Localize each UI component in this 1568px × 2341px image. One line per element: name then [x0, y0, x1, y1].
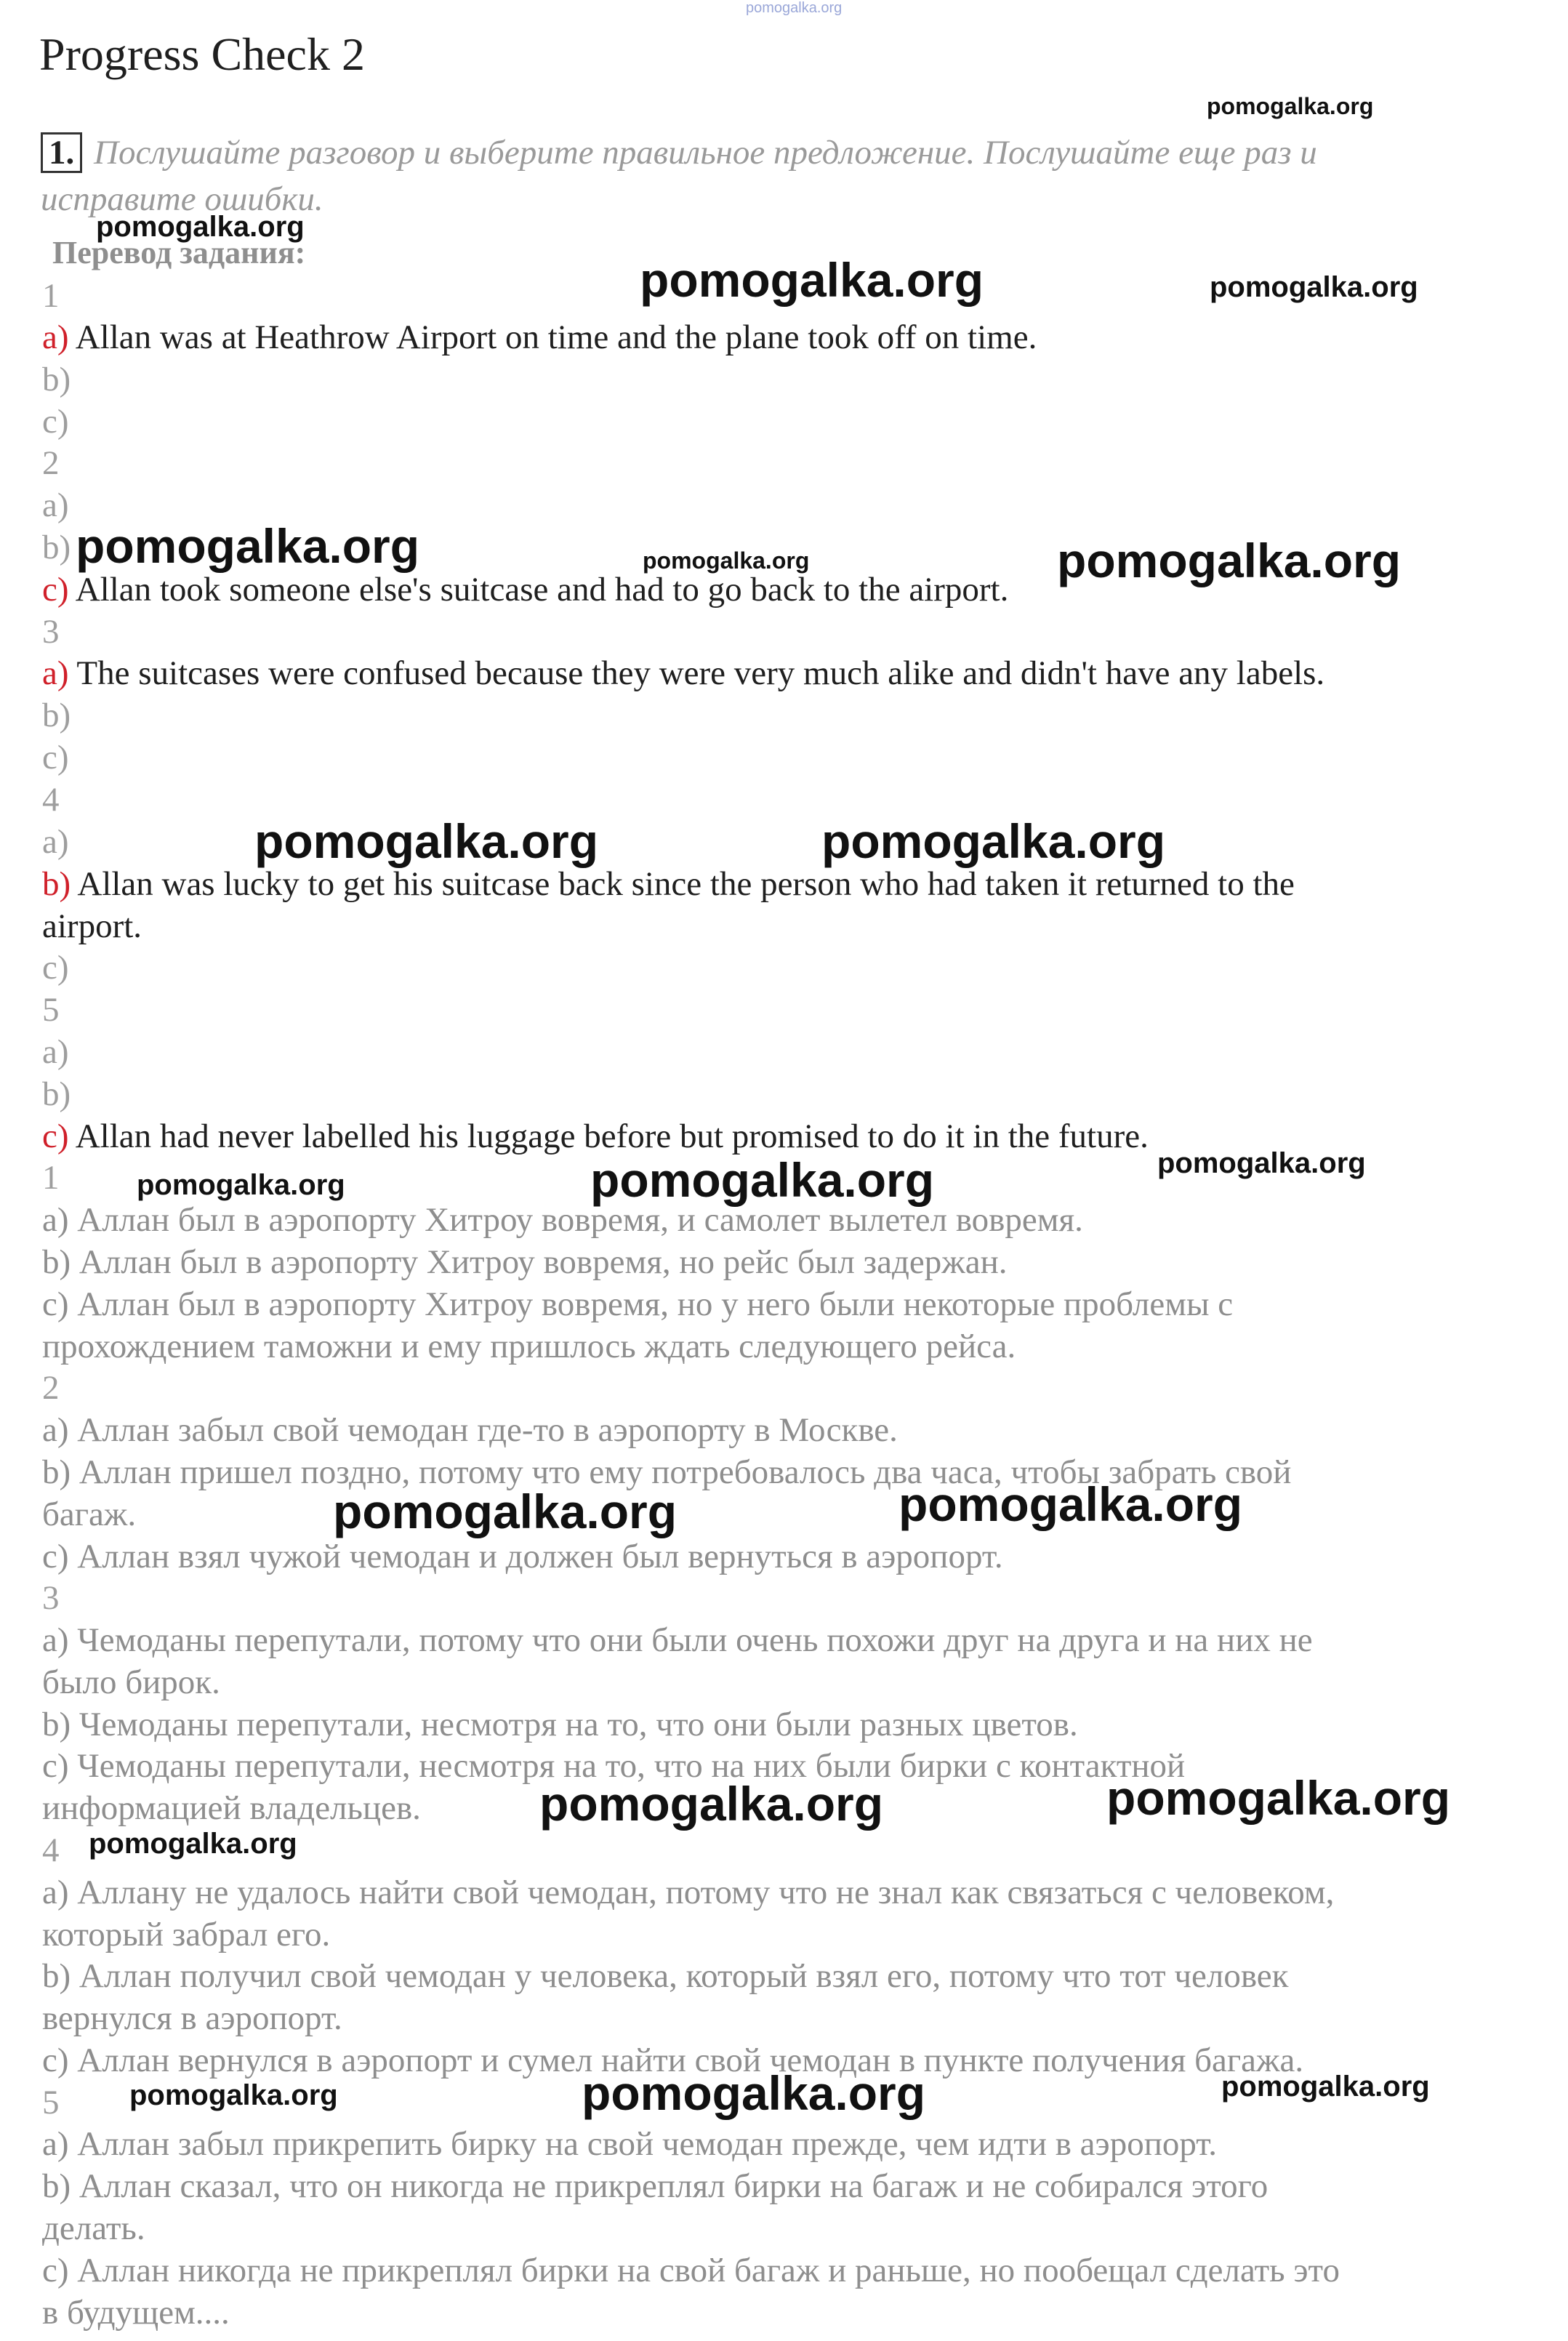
answer-line: a) Allan was at Heathrow Airport on time and the plane took off on time.	[42, 318, 1037, 356]
watermark: pomogalka.org	[640, 253, 984, 307]
answer-line-continued: airport.	[42, 907, 142, 945]
translation-line: a) Аллану не удалось найти свой чемодан, потому что не знал как связаться с человеком,	[42, 1874, 1335, 1911]
translation-number: 4	[42, 1831, 60, 1869]
translation-line: c) Чемоданы перепутали, несмотря на то, что на них были бирки с контактной	[42, 1747, 1186, 1785]
translation-heading: Перевод задания:	[52, 235, 306, 270]
translation-line: было бирок.	[42, 1663, 220, 1701]
translation-number: 2	[42, 1369, 60, 1407]
option-label: a)	[42, 823, 69, 861]
translation-line: c) Аллан никогда не прикреплял бирки на свой багаж и раньше, но пообещал сделать это	[42, 2252, 1340, 2289]
option-label: a)	[42, 1033, 69, 1071]
watermark: pomogalka.org	[1207, 93, 1374, 119]
translation-number: 3	[42, 1579, 60, 1617]
watermark: pomogalka.org	[1106, 1771, 1451, 1825]
translation-line: c) Аллан был в аэропорту Хитроу вовремя, но у него были некоторые проблемы с	[42, 1285, 1234, 1323]
option-label: c)	[42, 949, 69, 987]
translation-line: делать.	[42, 2209, 145, 2247]
translation-line: прохождением таможни и ему пришлось ждать следующего рейса.	[42, 1328, 1016, 1365]
translation-number: 5	[42, 2084, 60, 2121]
watermark: pomogalka.org	[76, 519, 420, 573]
option-label: b)	[42, 529, 71, 566]
watermark: pomogalka.org	[898, 1477, 1243, 1531]
translation-line: c) Аллан вернулся в аэропорт и сумел найти свой чемодан в пункте получения багажа.	[42, 2041, 1304, 2079]
task-number: 1.	[41, 132, 82, 173]
translation-line: a) Аллан был в аэропорту Хитроу вовремя, и самолет вылетел вовремя.	[42, 1201, 1083, 1239]
watermark: pomogalka.org	[1221, 2071, 1430, 2103]
translation-line: багаж.	[42, 1495, 137, 1533]
translation-line: a) Аллан забыл прикрепить бирку на свой чемодан прежде, чем идти в аэропорт.	[42, 2125, 1217, 2163]
watermark: pomogalka.org	[1157, 1147, 1366, 1179]
translation-line: a) Аллан забыл свой чемодан где-то в аэропорту в Москве.	[42, 1411, 898, 1449]
translation-line: c) Аллан взял чужой чемодан и должен был вернуться в аэропорт.	[42, 1538, 1003, 1575]
question-number: 4	[42, 781, 60, 819]
option-label: b)	[42, 361, 71, 398]
option-label: c)	[42, 403, 69, 441]
translation-line: b) Аллан пришел поздно, потому что ему потребовалось два часа, чтобы забрать свой	[42, 1453, 1292, 1491]
task-instruction-line1: Послушайте разговор и выберите правильное предложение. Послушайте еще раз и	[94, 134, 1317, 172]
translation-line: который забрал его.	[42, 1916, 331, 1953]
page-title: Progress Check 2	[39, 28, 365, 80]
translation-line: b) Аллан сказал, что он никогда не прикреплял бирки на багаж и не собирался этого	[42, 2167, 1269, 2205]
watermark: pomogalka.org	[137, 1169, 345, 1201]
watermark: pomogalka.org	[590, 1153, 935, 1207]
translation-line: вернулся в аэропорт.	[42, 1999, 342, 2037]
option-label: a)	[42, 486, 69, 524]
top-watermark: pomogalka.org	[746, 0, 843, 16]
watermark: pomogalka.org	[254, 814, 599, 868]
question-number: 2	[42, 444, 60, 482]
translation-line: a) Чемоданы перепутали, потому что они были очень похожи друг на друга и на них не	[42, 1621, 1313, 1659]
option-label: c)	[42, 739, 69, 776]
watermark: pomogalka.org	[539, 1777, 884, 1831]
option-label: b)	[42, 1075, 71, 1113]
answer-line: c) Allan took someone else's suitcase and had to go back to the airport.	[42, 571, 1009, 609]
question-number: 5	[42, 991, 60, 1029]
watermark: pomogalka.org	[821, 814, 1166, 868]
watermark: pomogalka.org	[96, 211, 305, 243]
option-label: b)	[42, 696, 71, 734]
question-number: 1	[42, 277, 60, 315]
question-number: 3	[42, 613, 60, 651]
watermark: pomogalka.org	[582, 2066, 926, 2120]
task-instruction-line2: исправите ошибки.	[41, 180, 323, 218]
watermark: pomogalka.org	[1057, 534, 1402, 587]
watermark: pomogalka.org	[89, 1828, 297, 1860]
answer-line: c) Allan had never labelled his luggage before but promised to do it in the future.	[42, 1117, 1149, 1155]
watermark: pomogalka.org	[1210, 271, 1418, 303]
translation-line: b) Аллан был в аэропорту Хитроу вовремя, но рейс был задержан.	[42, 1243, 1008, 1281]
translation-line: в будущем....	[42, 2294, 230, 2332]
translation-line: информацией владельцев.	[42, 1789, 421, 1827]
answer-line: b) Allan was lucky to get his suitcase back since the person who had taken it returned to the	[42, 865, 1295, 903]
translation-line: b) Чемоданы перепутали, несмотря на то, что они были разных цветов.	[42, 1706, 1078, 1743]
translation-number: 1	[42, 1159, 60, 1197]
translation-line: b) Аллан получил свой чемодан у человека, который взял его, потому что тот человек	[42, 1957, 1289, 1995]
watermark: pomogalka.org	[333, 1485, 678, 1538]
task-instruction	[41, 131, 1531, 174]
watermark: pomogalka.org	[643, 547, 810, 574]
answer-line: a) The suitcases were confused because they were very much alike and didn't have any labels.	[42, 654, 1325, 692]
watermark: pomogalka.org	[129, 2079, 338, 2111]
